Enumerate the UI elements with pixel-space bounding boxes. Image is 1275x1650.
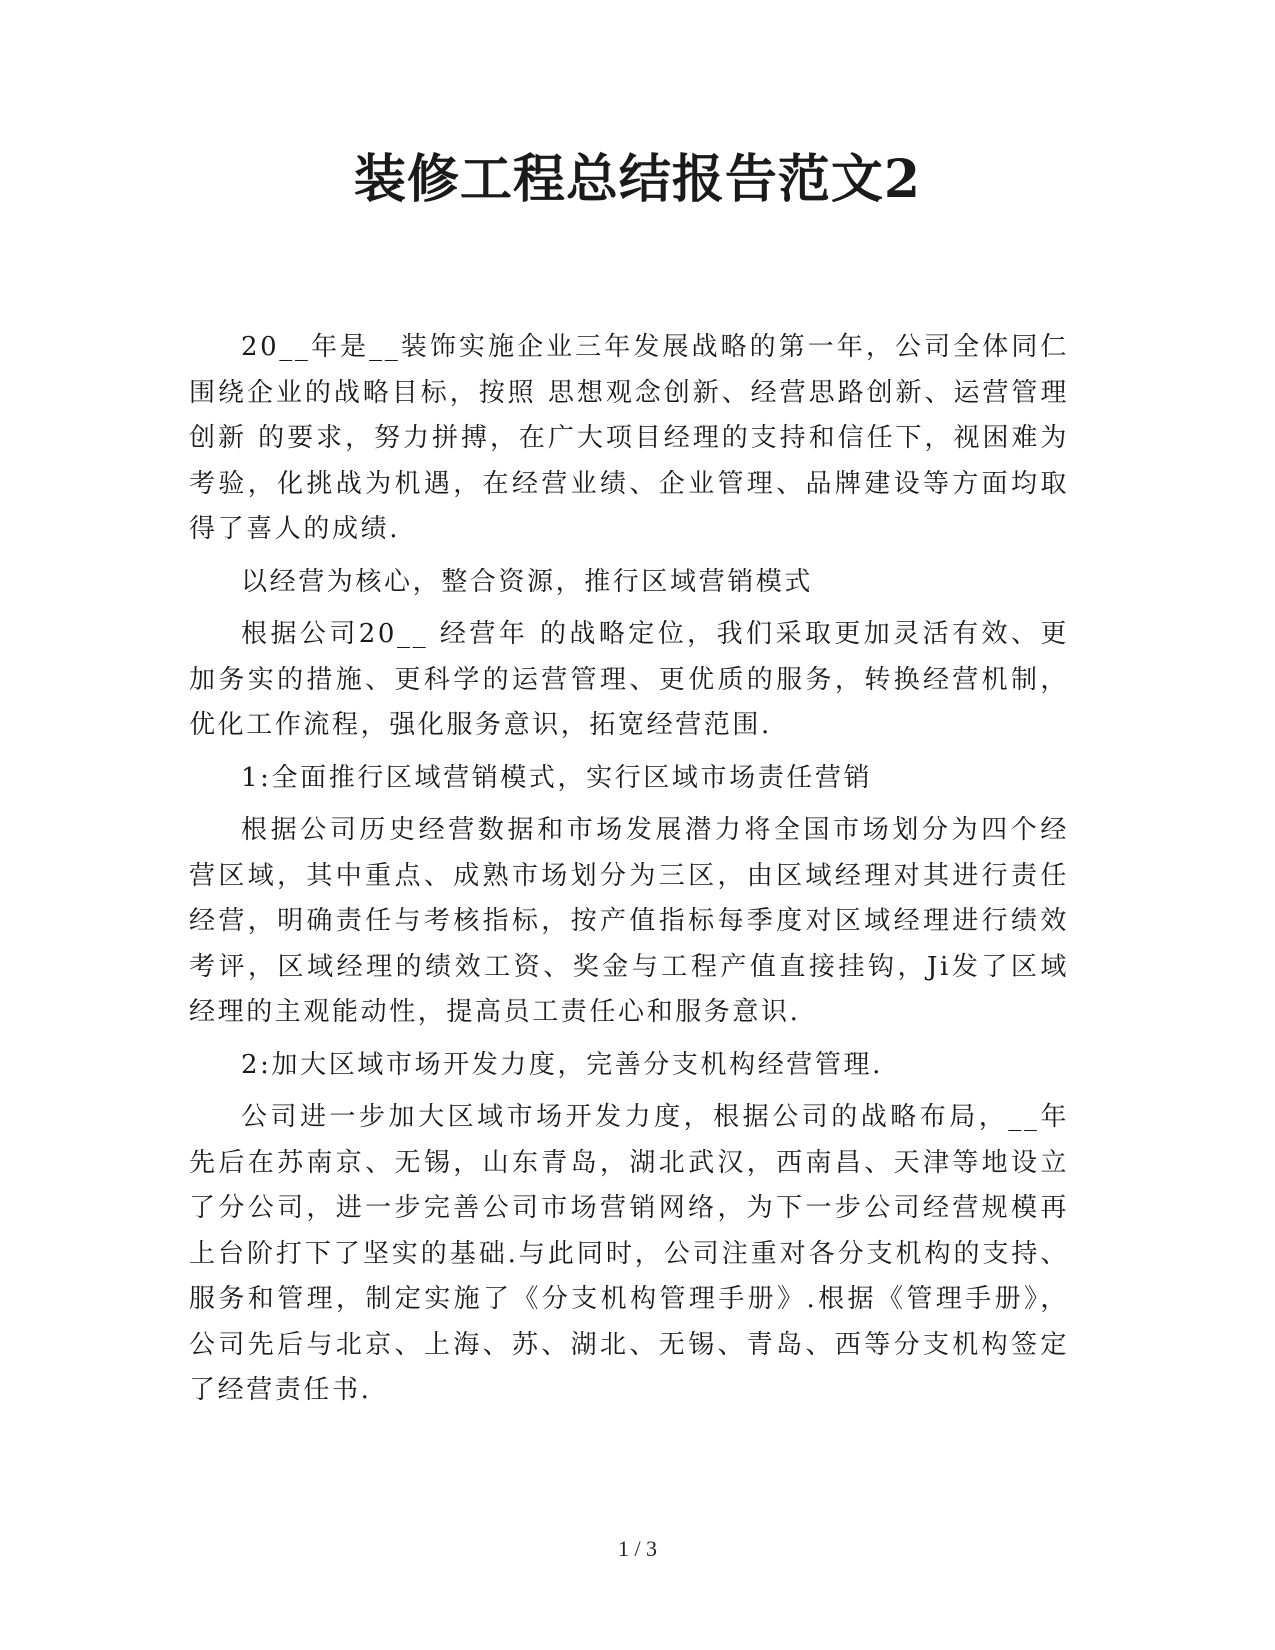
subheading-2: 2:加大区域市场开发力度，完善分支机构经营管理. bbox=[241, 1049, 883, 1080]
paragraph-branches: 公司进一步加大区域市场开发力度，根据公司的战略布局，__年先后在苏南京、无锡，山东青岛，湖北武汉，西南昌、天津等地设立了分公司，进一步完善公司市场营销网络，为下一步公司经营规模再上台阶打下了坚实的基础.与此同时，公司注重对各分支机构的支持、服务和管理，制定实施了《分支机构管理手册》.根据《管理手册》，公司先后与北京、上海、苏、湖北、无锡、青岛、西等分支机构签定了经营责任书. bbox=[189, 1102, 1069, 1405]
page-number: 1 / 3 bbox=[617, 1536, 658, 1561]
paragraph-strategy: 根据公司20__ 经营年 的战略定位，我们采取更加灵活有效、更加务实的措施、更科学的运营管理、更优质的服务，转换经营机制，优化工作流程，强化服务意识，拓宽经营范围. bbox=[189, 619, 1069, 740]
subheading-1: 1:全面推行区域营销模式，实行区域市场责任营销 bbox=[241, 762, 873, 793]
document-title: 装修工程总结报告范文2 bbox=[353, 149, 922, 210]
paragraph-intro: 20__年是__装饰实施企业三年发展战略的第一年，公司全体同仁围绕企业的战略目标，按照 思想观念创新、经营思路创新、运营管理创新 的要求，努力拼搏，在广大项目经理的支持和信任下，视困难为考验，化挑战为机遇，在经营业绩、企业管理、品牌建设等方面均取得了喜人的成绩. bbox=[189, 332, 1069, 544]
document-body bbox=[189, 325, 1069, 1421]
section-heading-regional-marketing: 以经营为核心，整合资源，推行区域营销模式 bbox=[241, 566, 814, 597]
paragraph-regions: 根据公司历史经营数据和市场发展潜力将全国市场划分为四个经营区域，其中重点、成熟市场划分为三区，由区域经理对其进行责任经营，明确责任与考核指标，按产值指标每季度对区域经理进行绩效考评，区域经理的绩效工资、奖金与工程产值直接挂钩，Ji发了区域经理的主观能动性，提高员工责任心和服务意识. bbox=[189, 815, 1069, 1027]
